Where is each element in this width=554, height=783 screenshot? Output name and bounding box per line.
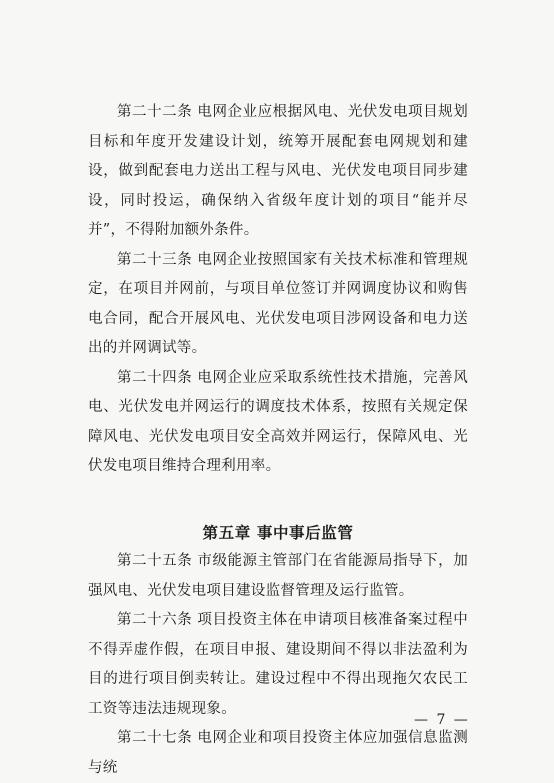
article-23: 第二十三条 电网企业按照国家有关技术标准和管理规定，在项目并网前，与项目单位签订并网调度协议和购售电合同，配合开展风电、光伏发电项目涉网设备和电力送出的并网调试等。 [88, 251, 468, 356]
article-26: 第二十六条 项目投资主体在申请项目核准备案过程中不得弄虚作假，在项目申报、建设期间不得以非法盈利为目的进行项目倒卖转让。建设过程中不得出现拖欠农民工工资等违法违规现象。 [88, 612, 468, 717]
chapter-title: 第五章 事中事后监管 [202, 522, 354, 542]
article-27: 第二十七条 电网企业和项目投资主体应加强信息监测与统 [88, 730, 468, 776]
article-25: 第二十五条 市级能源主管部门在省能源局指导下，加强风电、光伏发电项目建设监督管理及运行监管。 [88, 553, 468, 599]
article-24: 第二十四条 电网企业应采取系统性技术措施，完善风电、光伏发电并网运行的调度技术体系，按照有关规定保障风电、光伏发电项目安全高效并网运行，保障风电、光伏发电项目维持合理利用率。 [88, 369, 468, 474]
page-number: — 7 — [414, 712, 470, 728]
article-22: 第二十二条 电网企业应根据风电、光伏发电项目规划目标和年度开发建设计划，统筹开展配套电网规划和建设，做到配套电力送出工程与风电、光伏发电项目同步建设，同时投运，确保纳入省级年度计划的项目“能并尽并”，不得附加额外条件。 [88, 104, 468, 238]
document-body [88, 98, 468, 783]
